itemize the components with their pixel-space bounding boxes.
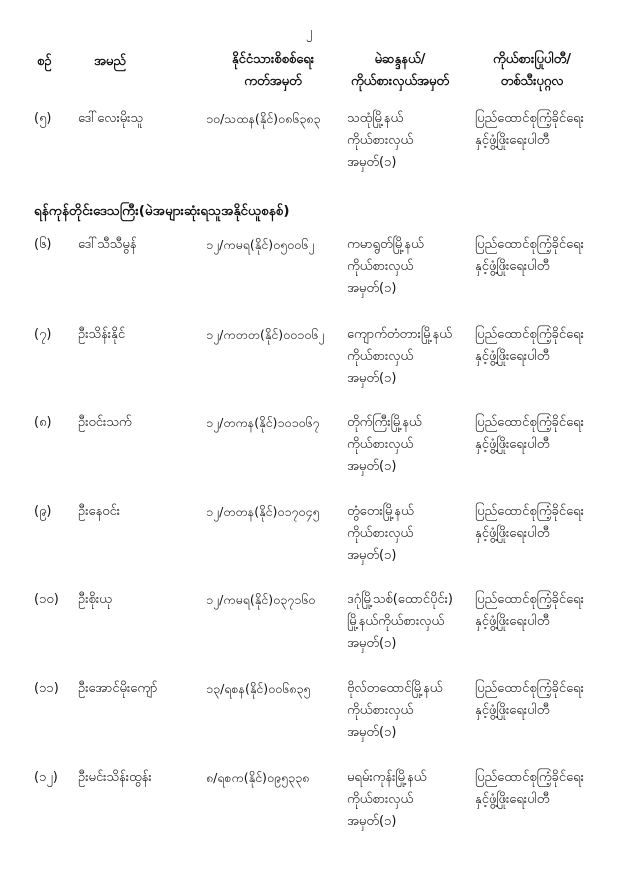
row-constituency-line3: အမှတ်(၁) — [347, 459, 397, 474]
row-constituency-line1: တိုက်ကြီးမြို့နယ် — [347, 415, 422, 430]
row-name: ဦးဝင်းသက် — [78, 415, 132, 430]
row-name: ဦးနေဝင်း — [78, 504, 121, 519]
row-constituency-line2: ကိုယ်စားလှယ် — [347, 526, 414, 541]
row-no: (၆) — [34, 237, 52, 252]
row-party — [475, 324, 584, 368]
row-constituency-line2: ကိုယ်စားလှယ် — [347, 792, 414, 807]
row-nrc: ၁၂/ကတတ(နိုင်)၀၀၁၀၆၂ — [206, 327, 325, 342]
row-nrc: ၁၀/သထန(နိုင်)၀၈၆၃၈၃ — [206, 111, 321, 126]
header-constituency-line2: ကိုယ်စားလှယ်အမှတ် — [350, 74, 450, 89]
row-constituency — [347, 678, 442, 744]
row-constituency-line1: မရမ်းကုန်းမြို့နယ် — [347, 770, 427, 785]
row-constituency-line1: ကမာရွတ်မြို့နယ် — [347, 237, 424, 252]
row-party-line2: နှင့်ဖွံ့ဖြိုးရေးပါတီ — [475, 133, 550, 148]
header-party-line1: ကိုယ်စားပြုပါတီ/ — [493, 52, 571, 67]
row-constituency-line2: ကိုယ်စားလှယ် — [347, 259, 414, 274]
row-constituency-line3: အမှတ်(၁) — [347, 636, 397, 651]
row-party-line1: ပြည်ထောင်စုကြံ့ခိုင်ရေး — [475, 415, 584, 430]
page-number: ၂ — [305, 25, 313, 40]
table-row — [0, 324, 618, 392]
row-no: (၁၂) — [34, 770, 58, 785]
row-party — [475, 678, 584, 722]
row-no: (၅) — [34, 111, 52, 126]
row-party — [475, 412, 584, 456]
row-name: ဒေါ်လေးမိုးသူ — [78, 111, 144, 126]
row-party — [475, 767, 584, 811]
row-constituency — [347, 501, 414, 567]
row-nrc: ၁၃/ရစန(နိုင်)၀၀၆၈၃၅ — [206, 681, 311, 696]
row-no: (၁၀) — [34, 592, 59, 607]
row-party-line1: ပြည်ထောင်စုကြံ့ခိုင်ရေး — [475, 681, 584, 696]
row-constituency-line1: ဗိုလ်တထောင်မြို့နယ် — [347, 681, 443, 696]
row-constituency — [347, 767, 426, 833]
row-name: ဦးအောင်မိုးကျော် — [78, 681, 158, 696]
table-row — [0, 108, 618, 176]
row-constituency-line2: ကိုယ်စားလှယ် — [347, 349, 414, 364]
row-party-line2: နှင့်ဖွံ့ဖြိုးရေးပါတီ — [475, 259, 550, 274]
row-name: ဦးမင်းသိန်းထွန်း — [78, 770, 152, 785]
row-constituency-line2: ကိုယ်စားလှယ် — [347, 703, 414, 718]
row-party-line2: နှင့်ဖွံ့ဖြိုးရေးပါတီ — [475, 614, 550, 629]
header-no: စဉ် — [37, 54, 52, 69]
row-nrc: ၁၂/တကန(နိုင်)၁၀၁၀၆၇ — [206, 415, 320, 430]
row-constituency — [347, 589, 453, 655]
row-constituency-line3: အမှတ်(၁) — [347, 814, 397, 829]
row-party-line1: ပြည်ထောင်စုကြံ့ခိုင်ရေး — [475, 327, 584, 342]
row-name: ဦးစိုးယု — [78, 592, 112, 607]
table-row — [0, 234, 618, 302]
header-nrc — [198, 50, 348, 94]
row-party-line1: ပြည်ထောင်စုကြံ့ခိုင်ရေး — [475, 111, 584, 126]
header-constituency-line1: မဲဆန္ဒနယ်/ — [374, 52, 426, 67]
row-constituency-line1: ဒဂုံမြို့သစ်(ထောင်ပိုင်း) — [347, 592, 453, 607]
row-constituency-line1: တွံတေးမြို့နယ် — [347, 504, 414, 519]
header-party — [462, 50, 602, 94]
row-nrc: ၁၂/ကမရ(နိုင်)၀၃၇၁၆၀ — [206, 592, 316, 607]
row-no: (၉) — [34, 504, 52, 519]
table-header — [0, 50, 618, 96]
row-constituency — [347, 234, 424, 300]
row-party — [475, 108, 584, 152]
row-name: ဒေါ်သီသီမွန် — [78, 237, 137, 252]
header-nrc-line1: နိုင်ငံသားစိစစ်ရေး — [231, 52, 315, 67]
row-party — [475, 501, 584, 545]
row-name: ဦးသိန်းနိုင် — [78, 327, 126, 342]
row-party-line2: နှင့်ဖွံ့ဖြိုးရေးပါတီ — [475, 349, 550, 364]
row-no: (၈) — [34, 415, 52, 430]
row-constituency — [347, 412, 422, 478]
row-party-line1: ပြည်ထောင်စုကြံ့ခိုင်ရေး — [475, 504, 584, 519]
row-no: (၁၁) — [34, 681, 59, 696]
row-constituency-line2: မြို့နယ်ကိုယ်စားလှယ် — [347, 614, 445, 629]
row-constituency-line1: ကျောက်တံတားမြို့နယ် — [347, 327, 452, 342]
row-party — [475, 234, 584, 278]
table-row — [0, 412, 618, 480]
table-row — [0, 767, 618, 835]
row-constituency-line3: အမှတ်(၁) — [347, 725, 397, 740]
table-row — [0, 678, 618, 746]
row-constituency-line1: သထုံမြို့နယ် — [347, 111, 404, 126]
row-constituency-line3: အမှတ်(၁) — [347, 155, 397, 170]
table-row — [0, 589, 618, 657]
row-party-line2: နှင့်ဖွံ့ဖြိုးရေးပါတီ — [475, 526, 550, 541]
header-name: အမည် — [94, 54, 126, 69]
row-party-line1: ပြည်ထောင်စုကြံ့ခိုင်ရေး — [475, 237, 584, 252]
row-constituency — [347, 108, 413, 174]
row-party-line1: ပြည်ထောင်စုကြံ့ခိုင်ရေး — [475, 592, 584, 607]
row-nrc: ၁၂/ကမရ(နိုင်)၀၅၀၀၆၂ — [206, 237, 315, 252]
header-constituency — [330, 50, 470, 94]
row-no: (၇) — [34, 327, 52, 342]
row-nrc: ၈/ရစက(နိုင်)၀၉၅၃၃၈ — [206, 770, 310, 785]
row-nrc: ၁၂/တတန(နိုင်)၀၁၇၀၄၅ — [206, 504, 320, 519]
row-constituency-line3: အမှတ်(၁) — [347, 548, 397, 563]
table-row — [0, 501, 618, 569]
row-constituency-line3: အမှတ်(၁) — [347, 281, 397, 296]
header-nrc-line2: ကတ်အမှတ် — [244, 74, 302, 89]
header-party-line2: တစ်သီးပုဂ္ဂလ — [500, 74, 564, 89]
row-constituency-line2: ကိုယ်စားလှယ် — [347, 437, 414, 452]
row-party-line2: နှင့်ဖွံ့ဖြိုးရေးပါတီ — [475, 703, 550, 718]
row-party-line2: နှင့်ဖွံ့ဖြိုးရေးပါတီ — [475, 437, 550, 452]
row-constituency-line2: ကိုယ်စားလှယ် — [347, 133, 414, 148]
row-constituency — [347, 324, 452, 390]
row-constituency-line3: အမှတ်(၁) — [347, 371, 397, 386]
row-party — [475, 589, 584, 633]
section-heading: ရန်ကုန်တိုင်းဒေသကြီး(မဲအများဆုံးရသူအနိုင်ယူစနစ်) — [34, 203, 290, 219]
row-party-line1: ပြည်ထောင်စုကြံ့ခိုင်ရေး — [475, 770, 584, 785]
row-party-line2: နှင့်ဖွံ့ဖြိုးရေးပါတီ — [475, 792, 550, 807]
